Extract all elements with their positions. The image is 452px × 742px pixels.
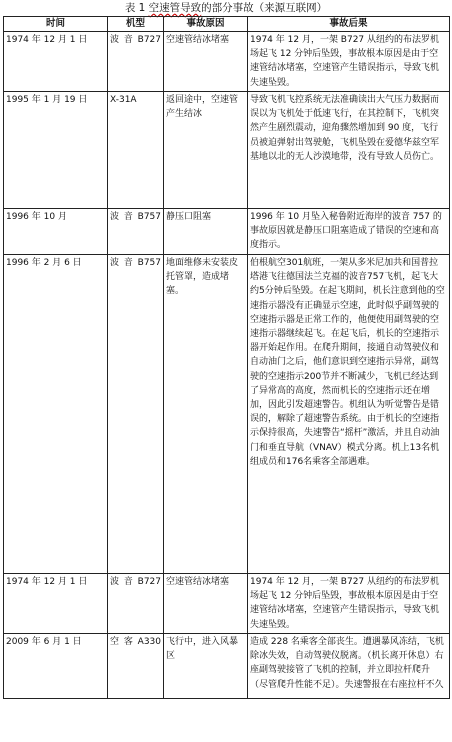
cell-result: 导致飞机飞控系统无法准确读出大气压力数据而误以为飞机处于低速飞行，在其控制下，飞机突然产生剧烈震动，迎角骤然增加到 90 度，飞行员被迫弹射出驾驶舱，飞机坠毁在爱德华兹空军基地以北的无人沙漠地带，没有导致人员伤亡。 — [248, 92, 450, 209]
cell-time: 2009 年 6 月 1 日 — [4, 634, 108, 699]
cell-type: 波 音 B757 — [108, 209, 164, 255]
cell-time: 1996 年 2 月 6 日 — [4, 255, 108, 574]
cell-result: 伯根航空301航班，一架从多米尼加共和国普拉塔港飞往德国法兰克福的波音757飞机，起飞大约5分钟后坠毁。在起飞期间，机长注意到他的空速指示器没有正确显示空速，此时似乎副驾驶的空速指示器是正常工作的，他便使用副驾驶的空速指示器继续起飞。在起飞后，机长的空速指示器开始起作用。在爬升期间，接通自动驾驶仪和自动油门之后，他们意识到空速指示异常，副驾驶的空速指示200节并不断减少，飞机已经达到了异常高的高度，然而机长的空速指示还在增加，因此引发超速警告。机组认为听觉警告是错误的，解除了超速警告系统。由于机长的空速指示保持很高，失速警告“摇杆”激活，并且自动油门和垂直导航（VNAV）模式分离。机上13名机组成员和176名乘客全部遇难。 — [248, 255, 450, 574]
cell-time: 1996 年 10 月 — [4, 209, 108, 255]
header-row — [4, 17, 450, 32]
table-row — [4, 255, 450, 574]
cell-result: 1996 年 10 月坠入秘鲁附近海岸的波音 757 的事故原因就是静压口阻塞造成了错误的空速和高度指示。 — [248, 209, 450, 255]
cell-cause: 静压口阻塞 — [164, 209, 248, 255]
cell-cause: 地面维修未安装皮托管罩，造成堵塞。 — [164, 255, 248, 574]
cell-result: 造成 228 名乘客全部丧生。遭遇暴风冻结，飞机除冰失效，自动驾驶仪脱离。（机长离开休息）右座副驾驶接管了飞机的控制，并立即拉杆爬升（尽管爬升性能不足）。失速警报在右座拉杆不久 — [248, 634, 450, 699]
table-row — [4, 92, 450, 209]
cell-type: 波 音 B757 — [108, 255, 164, 574]
cell-type: 空 客 A330 — [108, 634, 164, 699]
header-cause: 事故原因 — [164, 17, 248, 32]
cell-type: 波 音 B727 — [108, 32, 164, 92]
caption-suffix: 的部分事故（来源互联网） — [201, 2, 328, 14]
cell-result: 1974 年 12 月，一架 B727 从纽约的布法罗机场起飞 12 分钟后坠毁，事故根本原因是由于空速管结冰堵塞，空速管产生错误指示，导致飞机失速坠毁。 — [248, 574, 450, 634]
accident-table — [3, 16, 450, 699]
header-result: 事故后果 — [248, 17, 450, 32]
caption-prefix: 表 1 — [124, 2, 149, 14]
cell-time: 1974 年 12 月 1 日 — [4, 32, 108, 92]
cell-cause: 飞行中，进入风暴区 — [164, 634, 248, 699]
cell-cause: 空速管结冰堵塞 — [164, 574, 248, 634]
table-row — [4, 209, 450, 255]
cell-time: 1974 年 12 月 1 日 — [4, 574, 108, 634]
table-caption — [0, 2, 452, 15]
table-row — [4, 574, 450, 634]
cell-cause: 返回途中，空速管产生结冰 — [164, 92, 248, 209]
header-type: 机型 — [108, 17, 164, 32]
cell-result: 1974 年 12 月，一架 B727 从纽约的布法罗机场起飞 12 分钟后坠毁，事故根本原因是由于空速管结冰堵塞，空速管产生错误指示，导致飞机失速坠毁。 — [248, 32, 450, 92]
caption-underlined: 空速管导致 — [148, 2, 202, 14]
table-row — [4, 634, 450, 699]
header-time: 时间 — [4, 17, 108, 32]
cell-type: 波 音 B727 — [108, 574, 164, 634]
cell-time: 1995 年 1 月 19 日 — [4, 92, 108, 209]
table-row — [4, 32, 450, 92]
cell-cause: 空速管结冰堵塞 — [164, 32, 248, 92]
cell-type: X-31A — [108, 92, 164, 209]
